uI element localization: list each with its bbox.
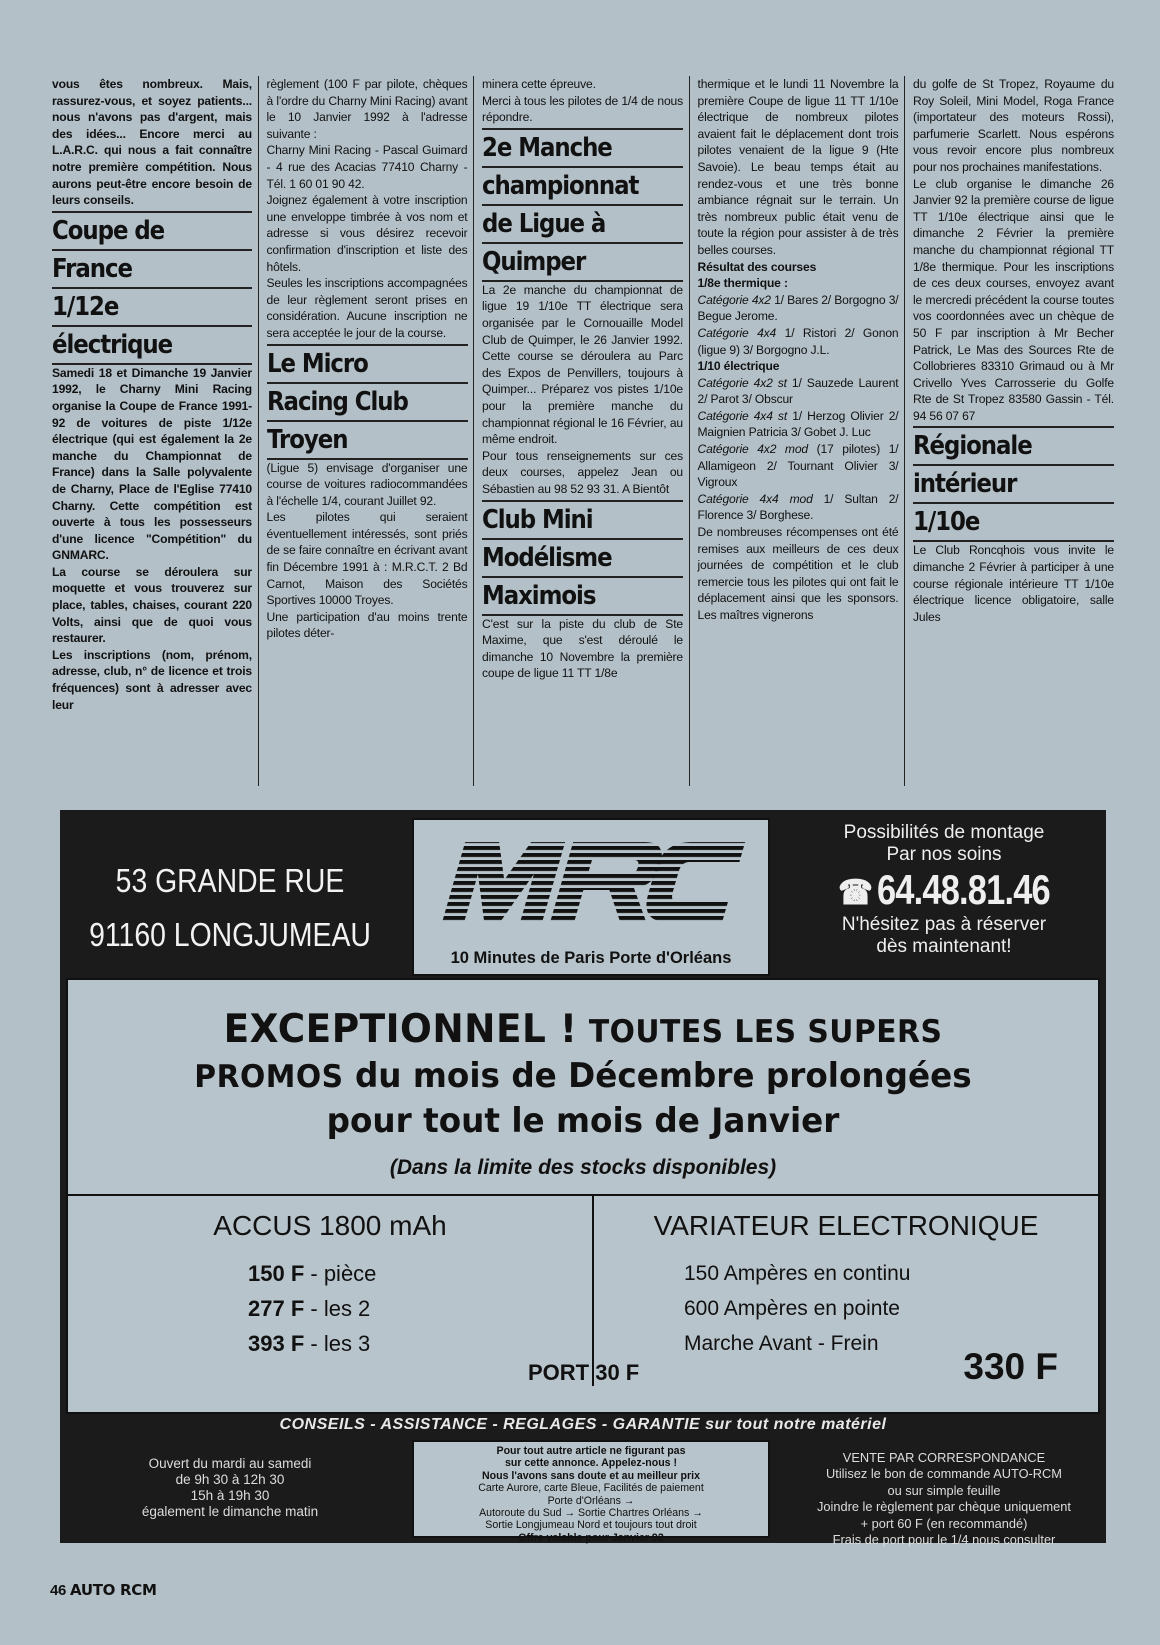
- services-banner: CONSEILS - ASSISTANCE - REGLAGES - GARANTIE sur tout notre matériel: [279, 1416, 887, 1433]
- paragraph: C'est sur la piste du club de Ste Maxime, que s'est déroulé le dimanche 10 Novembre la première coupe de ligue 11 TT 1/8e: [482, 616, 683, 681]
- result-line: Catégorie 4x4 st 1/ Herzog Olivier 2/ Maignien Patricia 3/ Gobet J. Luc: [697, 408, 899, 440]
- price-row: 277 F - les 2: [248, 1296, 371, 1321]
- results-electrique: 1/10 électrique: [697, 359, 780, 374]
- advertisement: [60, 810, 1106, 1548]
- variateur-price: 330 F: [963, 1346, 1058, 1387]
- result-line: Catégorie 4x4 1/ Ristori 2/ Gonon (ligue 9) 3/ Borgogno J.L.: [697, 325, 899, 357]
- paragraph: règlement (100 F par pilote, chèques à l'ordre du Charny Mini Racing) avant le 10 Janvier 1992 à l'adresse suivante :: [266, 77, 468, 141]
- promo-box: [66, 978, 1100, 1414]
- variateur-title: VARIATEUR ELECTRONIQUE: [653, 1210, 1039, 1241]
- paragraph: Le club organise le dimanche 26 Janvier 92 la première course de ligue TT 1/10e électrique ainsi que le dimanche 2 Février la première manche du championnat régional TT 1/8e thermique. Pour les inscriptions de ces deux courses, envoyez avant le mercredi précédent la course toutes vos coordonnées avec un chèque de 50 F par inscription à Mr Becher Patrick, Le Mas des Sources Rte de Collobrieres 83310 Grimaud ou à Mr Crivello Yves Carrosserie du Golfe Rte de St Tropez 83580 Gassin - Tél. 94 56 07 67: [913, 176, 1114, 423]
- result-line: Catégorie 4x2 1/ Bares 2/ Borgogno 3/ Begue Jerome.: [697, 292, 899, 324]
- results-thermique: 1/8e thermique :: [697, 276, 788, 291]
- shop-address: [60, 810, 400, 970]
- paragraph: Le Club Roncqhois vous invite le dimanche 2 Février à participer à une course régionale intérieure TT 1/10e électrique licence obligatoire, salle Jules: [913, 543, 1114, 624]
- paragraph: Une participation d'au moins trente pilotes déter-: [266, 609, 468, 641]
- variateur-specs: 150 Ampères en continu 600 Ampères en pointe Marche Avant - Frein: [684, 1262, 911, 1355]
- paragraph: Seules les inscriptions accompagnées de leur règlement seront prises en considération. Aucune inscription ne sera acceptée le jour de la course.: [266, 276, 468, 340]
- paragraph: La 2e manche du championnat de ligue 19 1/10e TT électrique sera organisée par le Cornouaille Model Club de Quimper, le 26 Janvier 1992. Cette course se déroulera au Parc des Expos de Penvillers, toujours à Quimper... Préparez vos pistes 1/10e pour la première manche du championnat régional le 16 Février, au même endroit.: [482, 282, 683, 447]
- phone-number[interactable]: ☎ 64.48.81.46: [838, 866, 1050, 913]
- phone-block: [782, 810, 1106, 970]
- paragraph: Pour tous renseignements sur ces deux courses, appelez Jean ou Sébastien au 98 52 93 31. A Bientôt: [482, 448, 683, 496]
- column-3: [473, 76, 683, 786]
- mrc-logo: [436, 832, 746, 932]
- paragraph: Les pilotes qui seraient éventuellement intéressés, sont priés de se faire connaître en écrivant avant fin Décembre 1991 à : M.R.C.T. 2 Bd Carnot, Maison des Sociétés Sportives 10000 Troyes.: [266, 510, 468, 608]
- montage-text: Possibilités de montage Par nos soins: [843, 822, 1045, 865]
- paragraph: Charny Mini Racing - Pascal Guimard - 4 rue des Acacias 77410 Charny - Tél. 1 60 01 90 42.: [266, 143, 468, 191]
- paragraph: Samedi 18 et Dimanche 19 Janvier 1992, le Charny Mini Racing organise la Coupe de France 1991-92 de voitures de piste 1/12e électrique (qui est également la 2e manche du Championnat de France) dans la Salle polyvalente de Charny, Place de l'Eglise 77410 Charny. Cette compétition est ouverte à tous les possesseurs d'une licence "Compétition" du GNMARC.: [52, 365, 252, 563]
- price-row: 150 F - pièce: [248, 1261, 377, 1286]
- mail-order-info: VENTE PAR CORRESPONDANCE Utilisez le bon de commande AUTO-RCM ou sur simple feuille Joindre le règlement par chèque uniquement + port 60 F (en recommandé) Frais de port pour le 1/4 nous consulter: [817, 1450, 1071, 1548]
- opening-hours: Ouvert du mardi au samedi de 9h 30 à 12h 30 15h à 19h 30 également le dimanche matin: [141, 1456, 319, 1519]
- headline-micro-racing-club: Le Micro Racing Club Troyen: [267, 344, 468, 460]
- paragraph: De nombreuses récompenses ont été remises aux meilleurs de ces deux journées de compétition et le club remercie tous les pilotes qui ont fait le déplacement ainsi que les sponsors. Les maîtres vignerons: [697, 525, 899, 622]
- result-line: Catégorie 4x2 st 1/ Sauzede Laurent 2/ Parot 3/ Obscur: [697, 375, 899, 407]
- headline-regionale-interieur: Régionale intérieur 1/10e: [913, 426, 1114, 542]
- paragraph: Joignez également à votre inscription une enveloppe timbrée à vos nom et adresse si vous désirez recevoir confirmation d'inscription et liste des hôtels.: [266, 193, 468, 274]
- page-number: 46: [50, 1582, 67, 1599]
- paragraph: Merci à tous les pilotes de 1/4 de nous répondre.: [482, 93, 683, 125]
- accus-title: ACCUS 1800 mAh: [213, 1210, 447, 1241]
- promo-title: EXCEPTIONNEL ! TOUTES LES SUPERS PROMOS du mois de Décembre prolongées pour tout le mois de Janvier: [194, 1007, 972, 1141]
- headline-coupe-de-france: Coupe de France 1/12e électrique: [52, 211, 252, 365]
- result-line: Catégorie 4x2 mod (17 pilotes) 1/ Allamigeon 2/ Tournant Olivier 3/ Vigroux: [697, 442, 899, 490]
- result-line: Catégorie 4x4 mod 1/ Sultan 2/ Florence 3/ Borghese.: [697, 491, 899, 523]
- magazine-name: AUTO RCM: [69, 1581, 157, 1599]
- accus-offer: [68, 1194, 594, 1386]
- page-footer: [50, 1581, 157, 1599]
- paragraph: minera cette épreuve.: [482, 77, 596, 91]
- price-row: 393 F - les 3: [248, 1331, 371, 1356]
- paragraph: La course se déroulera sur moquette et vous trouverez sur place, tables, chaises, courant 220 Volts, ainsi que de quoi vous restaurer.: [52, 564, 252, 646]
- address-street: 53 GRANDE RUE: [115, 862, 345, 899]
- column-4: [689, 76, 899, 786]
- column-2: [258, 76, 468, 786]
- intro-paragraph: vous êtes nombreux. Mais, rassurez-vous, et soyez patients... nous n'avons pas d'argent, mais des idées... Encore merci au L.A.R.C. qui nous a fait connaître notre première compétition. Nous aurons peut-être encore besoin de leurs conseils.: [52, 77, 252, 208]
- paragraph: thermique et le lundi 11 Novembre la première Coupe de ligue 11 TT 1/10e électrique de nombreux pilotes avaient fait le déplacement dont trois pilotes venaient de la ligue 9 (Hte Savoie). Le beau temps était au rendez-vous et une très bonne ambiance régnait sur le terrain. Un très nombreux public était venu de toute la région pour assister à de très belles courses.: [697, 77, 899, 257]
- paragraph: (Ligue 5) envisage d'organiser une course de voitures radiocommandées à l'échelle 1/4, courant Juillet 92.: [266, 460, 468, 508]
- port-price: PORT 30 F: [528, 1360, 640, 1385]
- info-box: Pour tout autre article ne figurant pas sur cette annonce. Appelez-nous ! Nous l'avons sans doute et au meilleur prix Carte Aurore, carte Bleue, Facilités de paiement Porte d'Orléans → Autoroute du Sud → Sortie Chartres Orléans → Sortie Longjumeau Nord et toujours tout droit Offre valable pour Janvier 92: [412, 1440, 770, 1538]
- reserve-text: N'hésitez pas à réserver dès maintenant!: [841, 914, 1047, 957]
- variateur-offer: [594, 1194, 1098, 1386]
- column-5: [904, 76, 1114, 786]
- headline-2e-manche: 2e Manche championnat de Ligue à Quimper: [482, 128, 683, 282]
- headline-club-mini-modelisme: Club Mini Modélisme Maximois: [482, 500, 683, 616]
- address-city: 91160 LONGJUMEAU: [89, 916, 371, 953]
- column-1: [52, 76, 252, 786]
- paragraph: du golfe de St Tropez, Royaume du Roy Soleil, Mini Model, Roga France (importateur des moteurs Rossi), parfumerie Scarlett. Nous espérons vous revoir encore plus nombreux pour nos prochaines manifestations.: [913, 77, 1114, 174]
- logo-tagline: 10 Minutes de Paris Porte d'Orléans: [450, 949, 732, 967]
- paragraph: Les inscriptions (nom, prénom, adresse, club, n° de licence et trois fréquences) sont à adresser avec leur: [52, 647, 252, 712]
- promo-note: (Dans la limite des stocks disponibles): [389, 1156, 777, 1179]
- accus-price-list: [248, 1256, 376, 1361]
- article-columns: [52, 76, 1114, 786]
- shop-logo-box: [412, 818, 770, 976]
- telephone-icon: ☎: [838, 874, 873, 912]
- results-title: Résultat des courses: [697, 259, 817, 274]
